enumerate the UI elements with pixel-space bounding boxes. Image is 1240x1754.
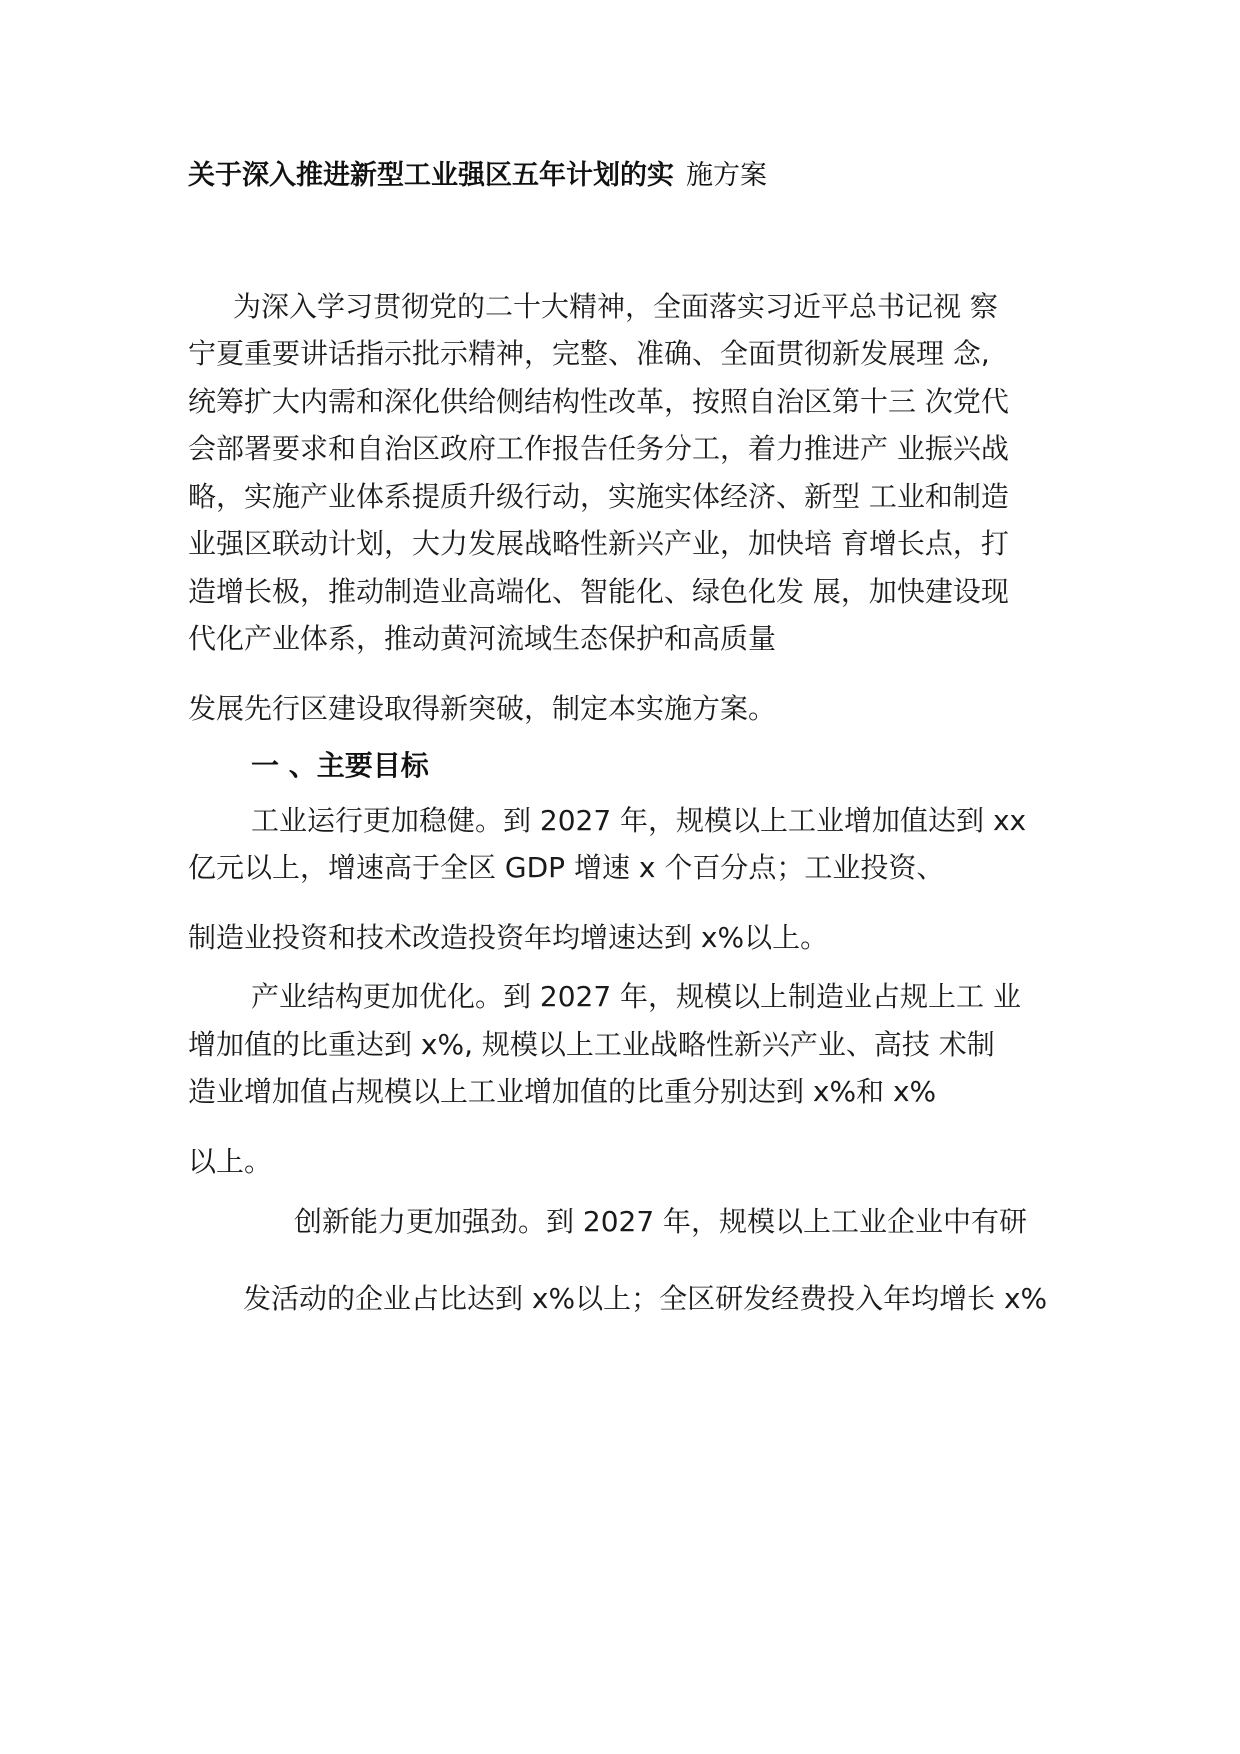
industry-line-3: 制造业投资和技术改造投资年均增速达到 x%以上。 — [188, 921, 829, 954]
structure-line-3: 造业增加值占规模以上工业增加值的比重分别达到 x%和 x% — [188, 1075, 937, 1108]
intro-line-1: 为深入学习贯彻党的二十大精神，全面落实习近平总书记视 察 — [233, 290, 998, 323]
industry-line-2: 亿元以上，增速高于全区 GDP 增速 x 个百分点；工业投资、 — [188, 851, 945, 884]
industry-line-1: 工业运行更加稳健。到 2027 年，规模以上工业增加值达到 xx — [251, 804, 1027, 837]
innovation-line-2: 发活动的企业占比达到 x%以上；全区研发经费投入年均增长 x% — [243, 1282, 1048, 1315]
structure-line-2: 增加值的比重达到 x%, 规模以上工业战略性新兴产业、高技 术制 — [188, 1028, 995, 1061]
structure-line-1: 产业结构更加优化。到 2027 年，规模以上制造业占规上工 业 — [251, 980, 1021, 1013]
section-heading-goals: 一 、主要目标 — [251, 749, 429, 782]
intro-line-4: 会部署要求和自治区政府工作报告任务分工，着力推进产 业振兴战 — [188, 432, 1009, 465]
intro-line-3: 统筹扩大内需和深化供给侧结构性改革，按照自治区第十三 次党代 — [188, 385, 1009, 418]
document-title — [188, 156, 767, 196]
intro-line-9: 发展先行区建设取得新突破，制定本实施方案。 — [188, 692, 777, 725]
intro-line-2: 宁夏重要讲话指示批示精神，完整、准确、全面贯彻新发展理 念, — [188, 337, 990, 370]
title-bold-part: 关于深入推进新型工业强区五年计划的实 — [188, 160, 674, 191]
innovation-line-1: 创新能力更加强劲。到 2027 年，规模以上工业企业中有研 — [294, 1205, 1028, 1238]
intro-line-6: 业强区联动计划，大力发展战略性新兴产业，加快培 育增长点，打 — [188, 527, 1009, 560]
intro-line-7: 造增长极，推动制造业高端化、智能化、绿色化发 展，加快建设现 — [188, 575, 1009, 608]
intro-line-8: 代化产业体系，推动黄河流域生态保护和高质量 — [188, 622, 777, 655]
intro-line-5: 略，实施产业体系提质升级行动，实施实体经济、新型 工业和制造 — [188, 480, 1009, 513]
structure-line-4: 以上。 — [188, 1145, 273, 1178]
title-rest-part: 施方案 — [686, 160, 767, 191]
